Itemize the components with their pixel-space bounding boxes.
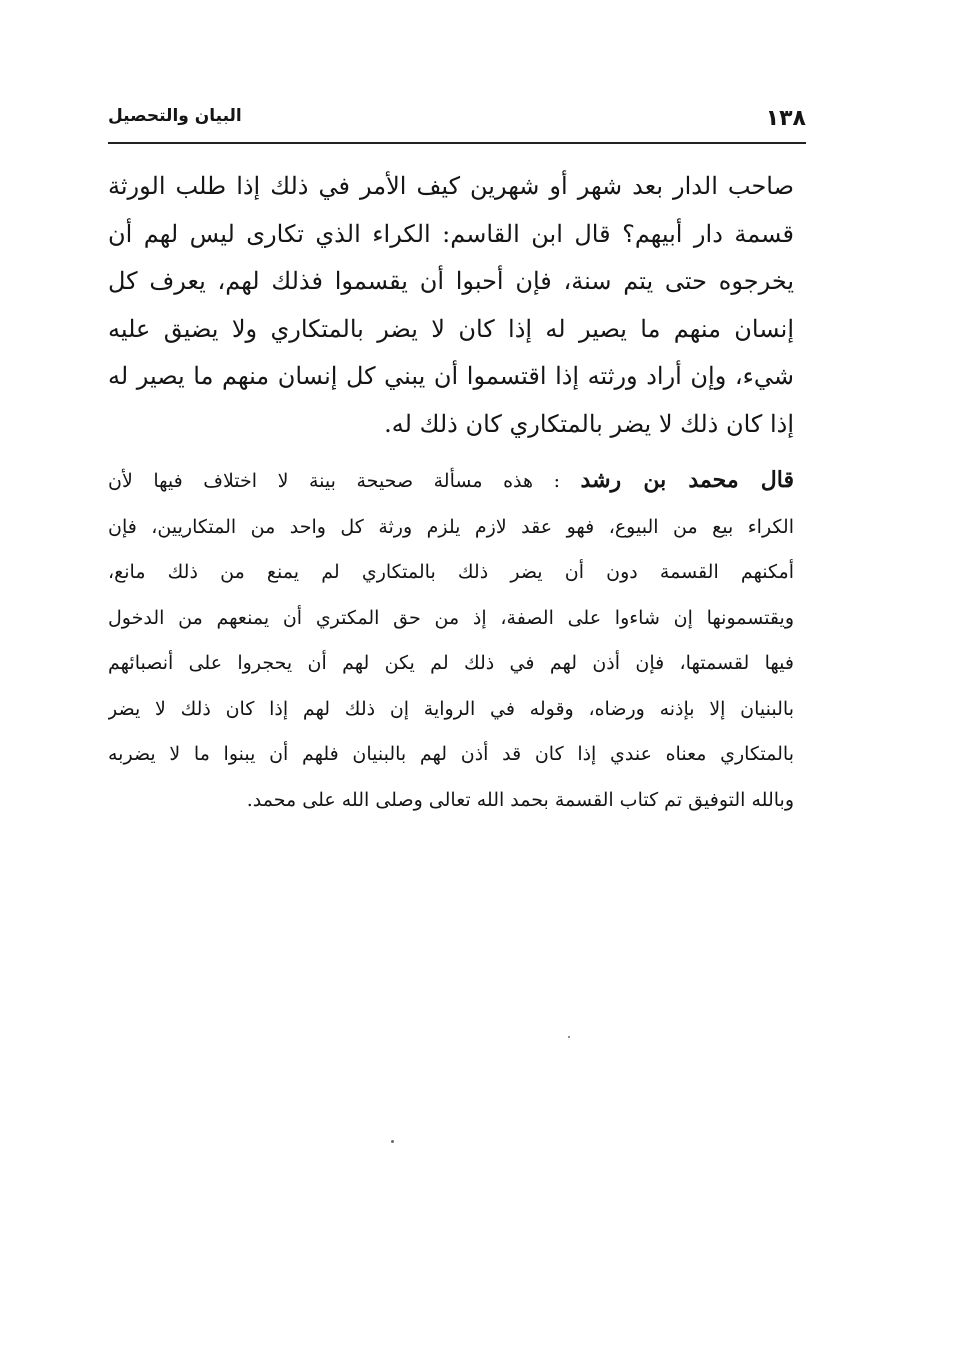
main-text-line: إذا كان ذلك لا يضر بالمتكاري كان ذلك له. xyxy=(384,409,794,438)
page-number: ١٣٨ xyxy=(765,106,806,131)
commentary-line: أمكنهم القسمة دون أن يضر ذلك بالمتكاري لم يمنع من ذلك مانع، xyxy=(108,561,794,583)
commentary-line: وبالله التوفيق تم كتاب القسمة بحمد الله تعالى وصلى الله على محمد. xyxy=(246,788,794,811)
main-text-line: صاحب الدار بعد شهر أو شهرين كيف الأمر في ذلك إذا طلب الورثة xyxy=(108,172,794,200)
commentary-speaker: قال محمد بن رشد xyxy=(580,467,794,493)
page-header xyxy=(108,100,806,144)
running-title: البيان والتحصيل xyxy=(108,106,242,126)
main-text-line: يخرجوه حتى يتم سنة، فإن أحبوا أن يقسموا فذلك لهم، يعرف كل xyxy=(108,267,794,295)
commentary-line: ويقتسمونها إن شاءوا على الصفة، إذ من حق المكتري أن يمنعهم من الدخول xyxy=(108,606,794,629)
scan-speck xyxy=(391,1140,394,1143)
main-text-line: قسمة دار أبيهم؟ قال ابن القاسم: الكراء الذي تكارى ليس لهم أن xyxy=(108,219,794,248)
main-text xyxy=(108,163,794,448)
main-text-line: شيء، وإن أراد ورثته إذا اقتسموا أن يبني كل إنسان منهم ما يصير له xyxy=(108,362,794,390)
commentary-line: بالمتكاري معناه عندي إذا كان قد أذن لهم بالبنيان فلهم أن يبنوا ما لا يضربه xyxy=(108,743,794,765)
scan-speck xyxy=(568,1036,570,1038)
commentary-first-line-text: : هذه مسألة صحيحة بينة لا اختلاف فيها لأن xyxy=(108,470,560,492)
commentary xyxy=(108,458,794,823)
commentary-line: فيها لقسمتها، فإن أذن لهم في ذلك لم يكن لهم أن يحجروا على أنصبائهم xyxy=(108,652,794,674)
commentary-first-line xyxy=(108,458,794,505)
header-rule xyxy=(108,142,806,144)
commentary-line: بالبنيان إلا بإذنه ورضاه، وقوله في الرواية إن ذلك لهم إذا كان ذلك لا يضر xyxy=(108,697,794,720)
main-text-line: إنسان منهم ما يصير له إذا كان لا يضر بالمتكاري ولا يضيق عليه xyxy=(108,314,794,343)
commentary-line: الكراء بيع من البيوع، فهو عقد لازم يلزم ورثة كل واحد من المتكاريين، فإن xyxy=(108,515,794,538)
